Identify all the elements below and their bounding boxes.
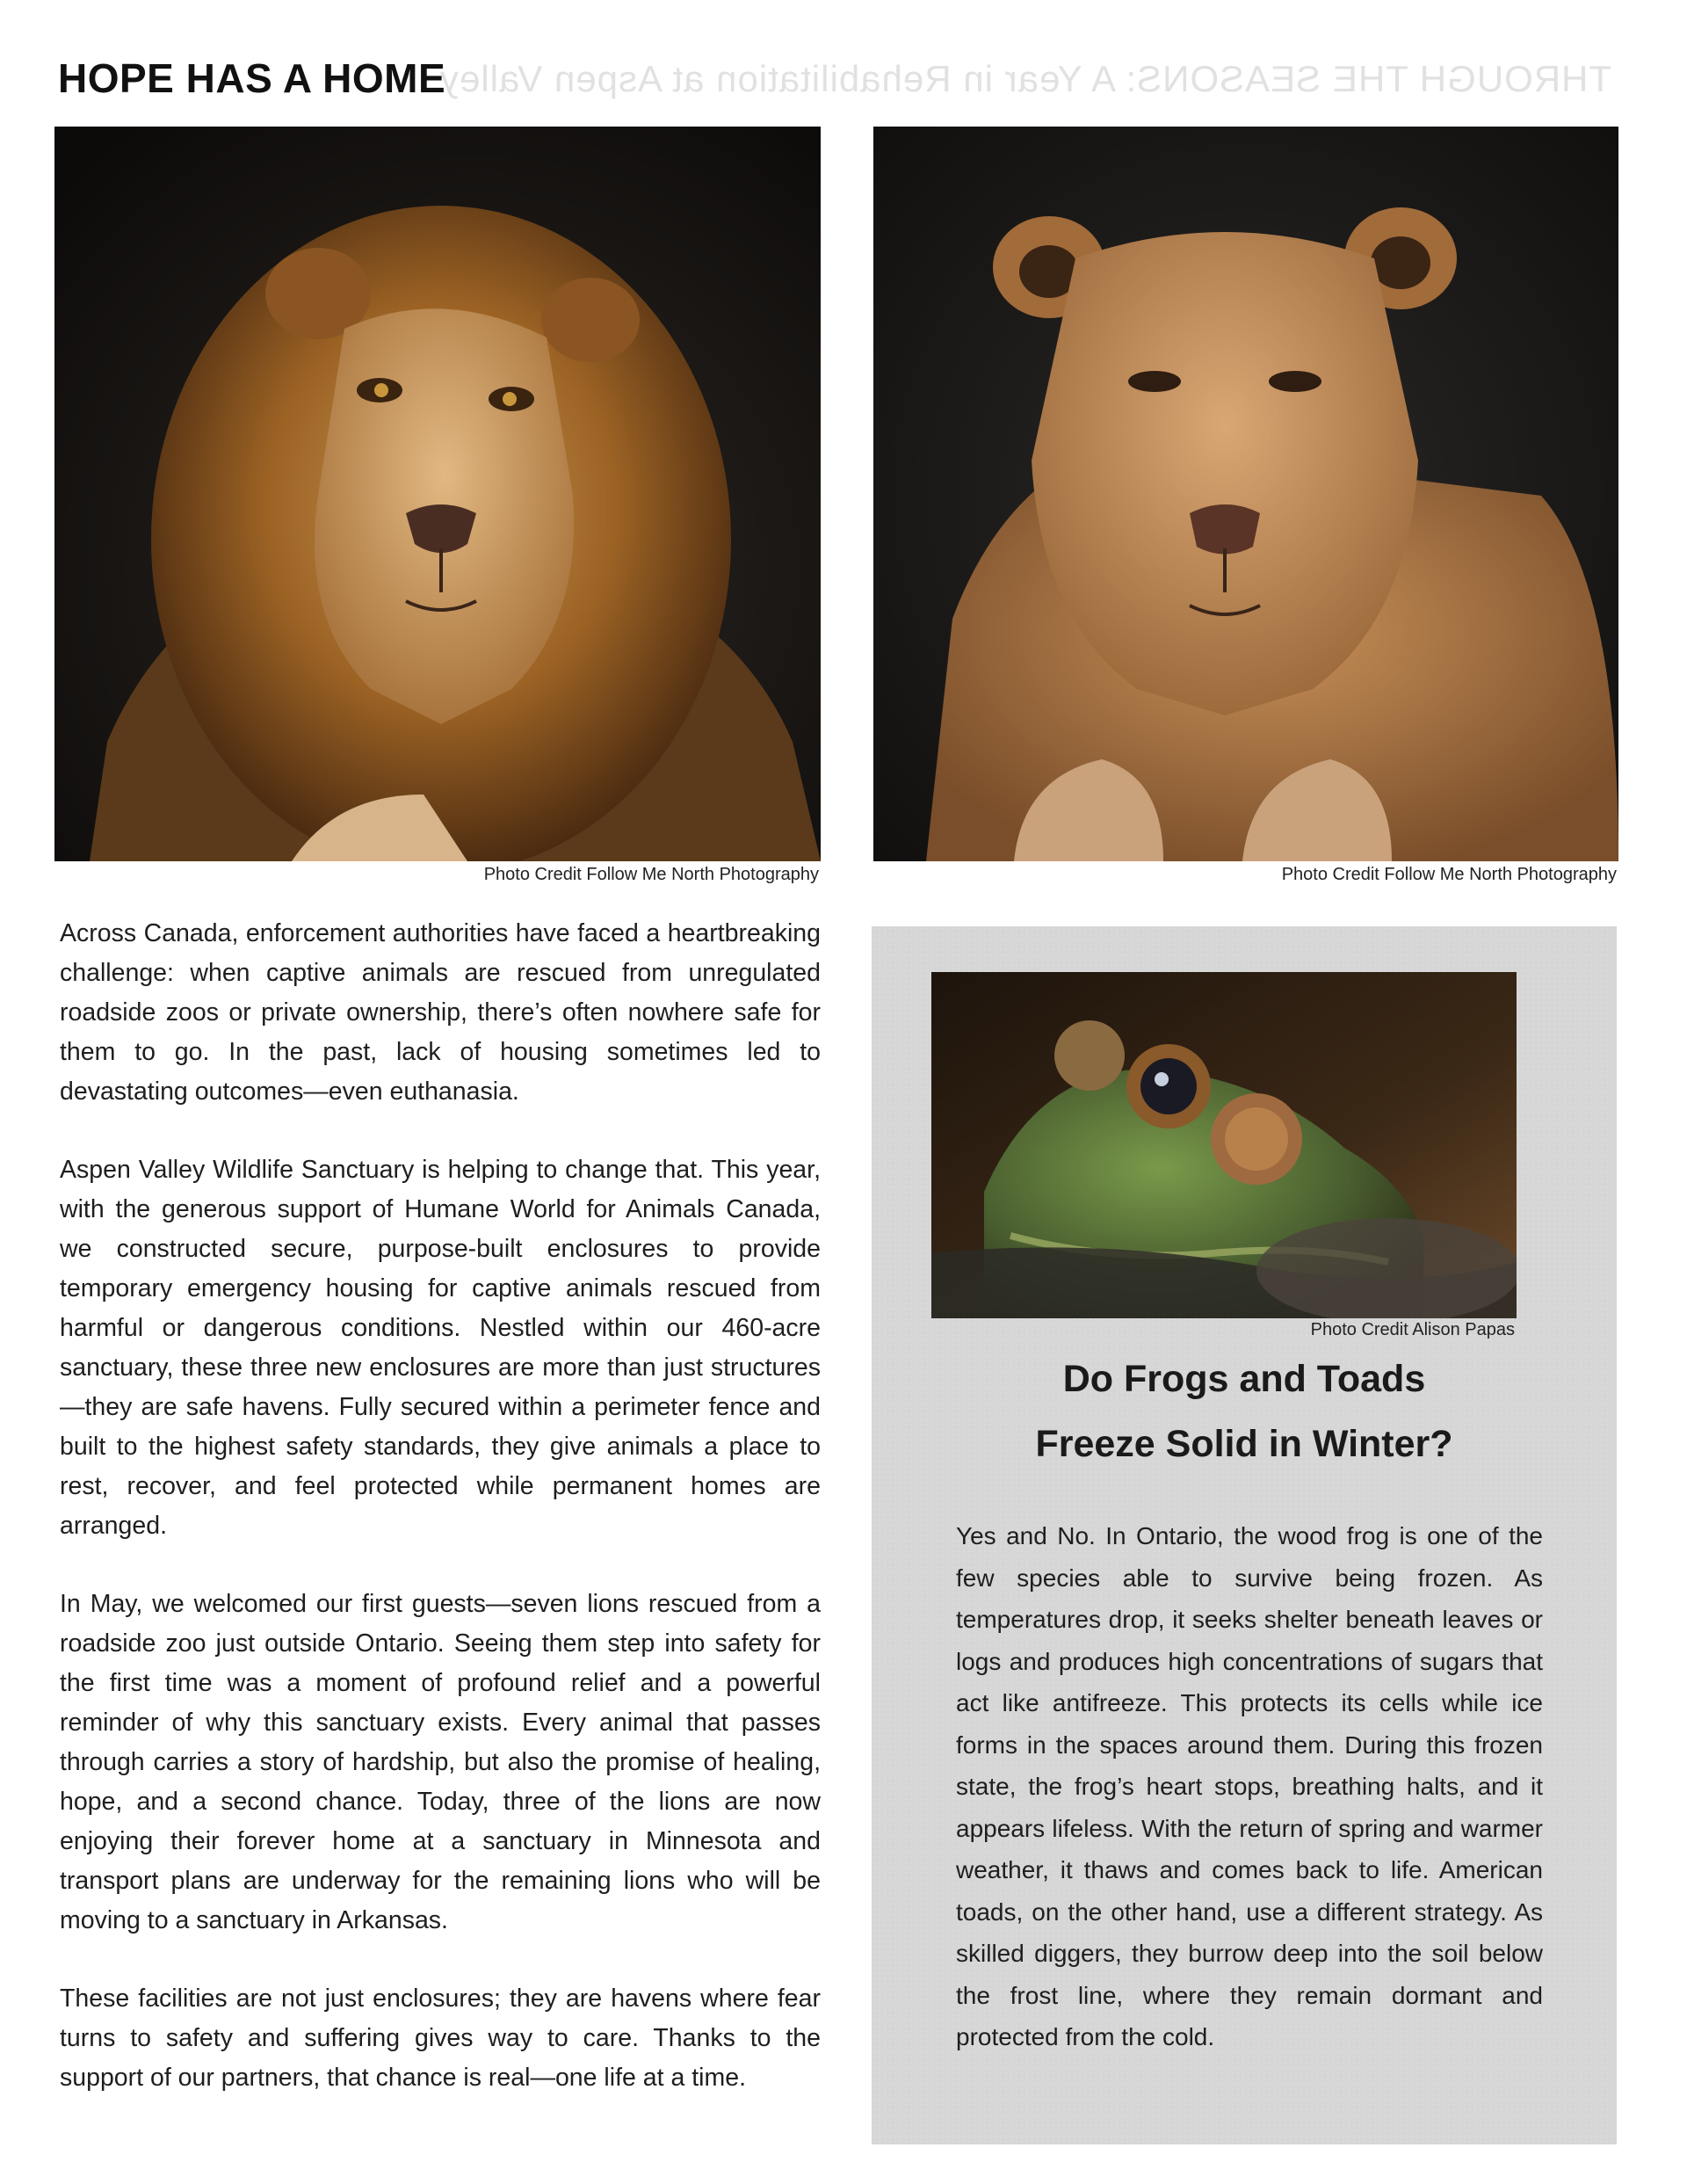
sidebar-body: Yes and No. In Ontario, the wood frog is one of the few species able to survive being frozen. As temperatures drop, it seeks shelter beneath leaves or logs and produces high concentrations of sugars that act like antifreeze. This protects its cells while ice forms in the spaces around them. During this frozen state, the frog’s heart stops, breathing halts, and it appears lifeless. With the return of spring and warmer weather, it thaws and comes back to life. American toads, on the other hand, use a different strategy. As skilled diggers, they burrow deep into the soil below the frost line, where they remain dormant and protected from the cold.	[956, 1522, 1543, 2050]
bleed-through-header: THROUGH THE SEASONS: A Year in Rehabilitation at Aspen Valley	[439, 58, 1612, 99]
frog-sidebar	[872, 926, 1617, 2144]
lioness-photo-credit: Photo Credit Follow Me North Photography	[1281, 865, 1617, 884]
article-body	[60, 914, 821, 2137]
sidebar-title	[872, 1346, 1617, 1477]
sidebar-title-line-2: Freeze Solid in Winter?	[1035, 1423, 1453, 1465]
lioness-photo	[873, 127, 1618, 861]
lion-photo	[54, 127, 821, 861]
frog-photo	[931, 972, 1517, 1318]
lion-photo-credit: Photo Credit Follow Me North Photography	[483, 865, 819, 884]
sidebar-title-line-1: Do Frogs and Toads	[1062, 1358, 1426, 1400]
page-title: HOPE HAS A HOME	[58, 55, 446, 101]
article-paragraph: In May, we welcomed our first guests—seven lions rescued from a roadside zoo just outside Ontario. Seeing them step into safety for the first time was a moment of profound relief and a powerful reminder of why this sanctuary exists. Every animal that passes through carries a story of hardship, but also the promise of healing, hope, and a second chance. Today, three of the lions are now enjoying their forever home at a sanctuary in Minnesota and transport plans are underway for the remaining lions who will be moving to a sanctuary in Arkansas.	[60, 1590, 821, 1934]
article-paragraph: Across Canada, enforcement authorities have faced a heartbreaking challenge: when captive animals are rescued from unregulated roadside zoos or private ownership, there’s often nowhere safe for them to go. In the past, lack of housing sometimes led to devastating outcomes—even euthanasia.	[60, 919, 821, 1106]
article-paragraph: These facilities are not just enclosures; they are havens where fear turns to safety and suffering gives way to care. Thanks to the support of our partners, that chance is real—one life at a time.	[60, 1984, 821, 2092]
frog-photo-credit: Photo Credit Alison Papas	[1310, 1320, 1515, 1339]
article-paragraph: Aspen Valley Wildlife Sanctuary is helping to change that. This year, with the generous support of Humane World for Animals Canada, we constructed secure, purpose-built enclosures to provide temporary emergency housing for captive animals rescued from harmful or dangerous conditions. Nestled within our 460-acre sanctuary, these three new enclosures are more than just structures—they are safe havens. Fully secured within a perimeter fence and built to the highest safety standards, they give animals a place to rest, recover, and feel protected while permanent homes are arranged.	[60, 1156, 821, 1540]
